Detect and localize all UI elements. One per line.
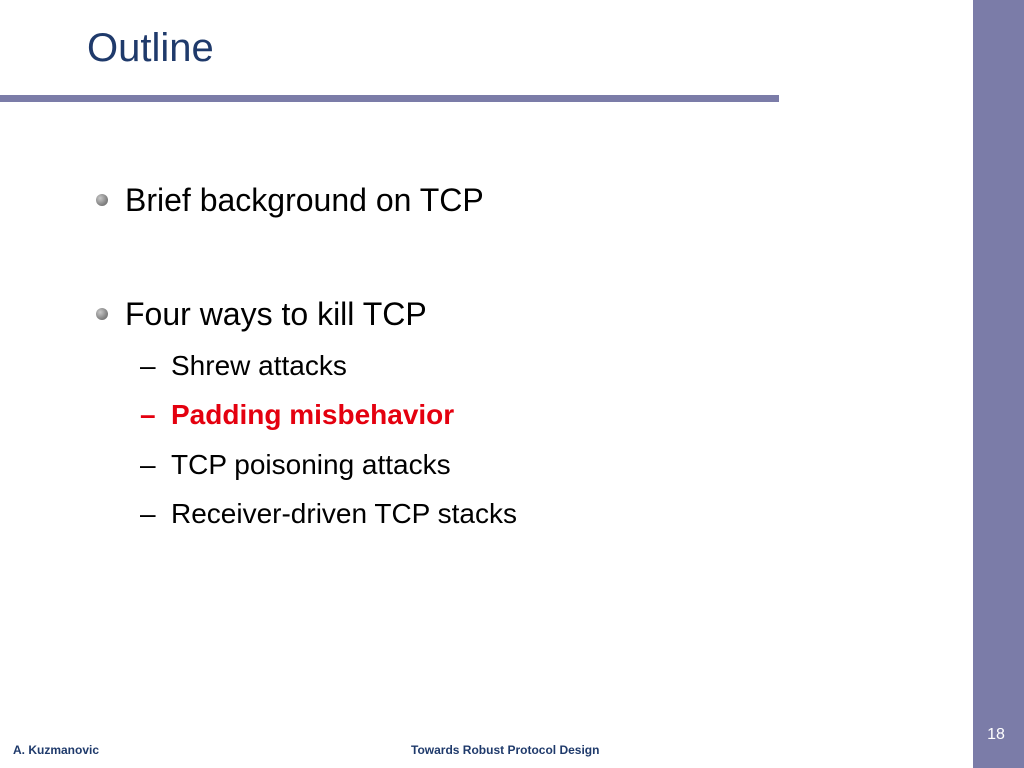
sub-bullet-text: Padding misbehavior (171, 399, 455, 430)
sub-bullet-tcp-poisoning (140, 447, 451, 483)
bullet-text: Four ways to kill TCP (125, 296, 427, 332)
page-number: 18 (987, 726, 1005, 743)
sub-bullet-text: TCP poisoning attacks (171, 449, 451, 480)
dash-marker: – (140, 399, 156, 430)
dash-marker: – (140, 449, 156, 480)
sub-bullet-text: Receiver-driven TCP stacks (171, 498, 517, 529)
sub-bullet-padding-misbehavior (140, 397, 454, 433)
slide-title: Outline (87, 26, 214, 70)
bullet-item-background (96, 180, 484, 220)
title-underline (0, 95, 779, 102)
dash-marker: – (140, 350, 156, 381)
bullet-dot-icon (96, 308, 108, 320)
footer-author: A. Kuzmanovic (13, 743, 100, 757)
footer-presentation-title: Towards Robust Protocol Design (411, 743, 600, 757)
sub-bullet-text: Shrew attacks (171, 350, 347, 381)
dash-marker: – (140, 498, 156, 529)
right-side-bar (973, 0, 1024, 768)
bullet-dot-icon (96, 194, 108, 206)
sub-bullet-shrew-attacks (140, 348, 347, 384)
sub-bullet-receiver-driven (140, 496, 517, 532)
bullet-text: Brief background on TCP (125, 182, 484, 218)
bullet-item-four-ways (96, 294, 427, 334)
